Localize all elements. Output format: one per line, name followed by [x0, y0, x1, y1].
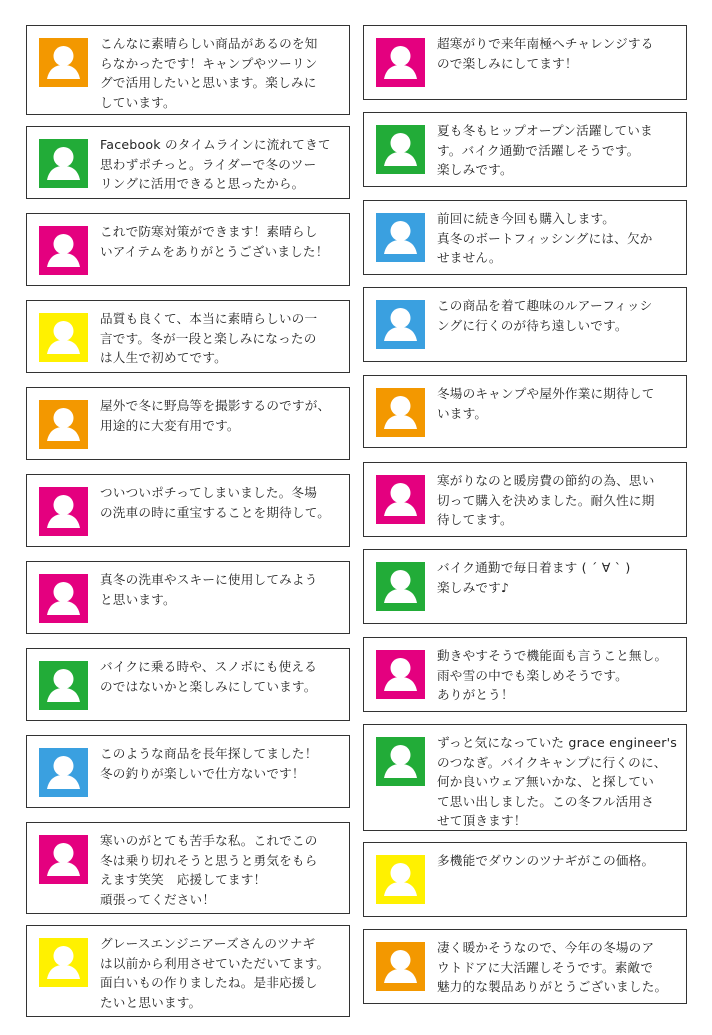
- review-card: [26, 213, 350, 286]
- review-text: 動きやすそうで機能面も言うこと無し。 雨や雪の中でも楽しめそうです。 ありがとう！: [437, 648, 668, 702]
- user-silhouette-icon: [376, 300, 425, 349]
- user-silhouette-icon: [376, 942, 425, 991]
- review-text: 真冬の洗車やスキーに使用してみよう と思います。: [100, 572, 318, 607]
- user-silhouette-icon: [376, 38, 425, 87]
- user-silhouette-icon: [39, 38, 88, 87]
- review-text: この商品を着て趣味のルアーフィッシ ングに行くのが待ち遠しいです。: [437, 298, 653, 333]
- review-text: こんなに素晴らしい商品があるのを知 らなかったです！キャンプやツーリン グで活用したいと思います。楽しみに しています。: [100, 36, 318, 110]
- review-text: 凄く暖かそうなので、今年の冬場のア ウトドアに大活躍しそうです。素敵で 魅力的な製品ありがとうございました。: [437, 940, 668, 994]
- review-card: [363, 724, 687, 831]
- review-text: 超寒がりで来年南極へチャレンジする ので楽しみにしてます！: [437, 36, 654, 71]
- review-text: グレースエンジニアーズさんのツナギ は以前から利用させていただいてます。 面白いもの作りましたね。是非応援し たいと思います。: [100, 936, 330, 1010]
- review-card: [26, 126, 350, 199]
- user-silhouette-icon: [39, 661, 88, 710]
- review-card: [26, 387, 350, 460]
- review-card: [363, 637, 687, 712]
- review-card: [26, 561, 350, 634]
- review-card: [363, 929, 687, 1004]
- review-text: バイク通勤で毎日着ます ( ´ ∀ ` ) 楽しみです♪: [437, 560, 631, 595]
- review-text: 品質も良くて、本当に素晴らしいの一 言です。冬が一段と楽しみになったの は人生で初めてです。: [100, 311, 318, 365]
- user-silhouette-icon: [39, 487, 88, 536]
- user-silhouette-icon: [39, 835, 88, 884]
- review-card: [363, 287, 687, 362]
- review-card: [363, 842, 687, 917]
- user-silhouette-icon: [39, 139, 88, 188]
- review-card: [363, 549, 687, 624]
- review-text: 多機能でダウンのツナギがこの価格。: [437, 853, 655, 868]
- user-silhouette-icon: [376, 650, 425, 699]
- review-text: バイクに乗る時や、スノボにも使える のではないかと楽しみにしています。: [100, 659, 317, 694]
- user-silhouette-icon: [39, 313, 88, 362]
- review-card: [26, 822, 350, 914]
- user-silhouette-icon: [39, 938, 88, 987]
- review-text: このような商品を長年探してました！ 冬の釣りが楽しいで仕方ないです！: [100, 746, 318, 781]
- user-silhouette-icon: [376, 475, 425, 524]
- review-text: ついついポチってしまいました。冬場 の洗車の時に重宝することを期待して。: [100, 485, 331, 520]
- user-silhouette-icon: [39, 574, 88, 623]
- review-card: [363, 375, 687, 448]
- user-silhouette-icon: [376, 125, 425, 174]
- user-silhouette-icon: [376, 562, 425, 611]
- review-card: [363, 462, 687, 537]
- review-text: 夏も冬もヒップオープン活躍していま す。バイク通勤で活躍しそうです。 楽しみです。: [437, 123, 653, 177]
- user-silhouette-icon: [376, 855, 425, 904]
- review-text: Facebook のタイムラインに流れてきて 思わずポチっと。ライダーで冬のツー リングに活用できると思ったから。: [100, 137, 331, 191]
- review-card: [363, 25, 687, 100]
- user-silhouette-icon: [39, 226, 88, 275]
- review-text: これで防寒対策ができます！素晴らし いアイテムをありがとうございました！: [100, 224, 329, 259]
- user-silhouette-icon: [39, 748, 88, 797]
- review-text: 前回に続き今回も購入します。 真冬のボートフィッシングには、欠か せません。: [437, 211, 653, 265]
- review-card: [26, 648, 350, 721]
- user-silhouette-icon: [376, 388, 425, 437]
- user-silhouette-icon: [376, 213, 425, 262]
- review-text: 寒がりなのと暖房費の節約の為、思い 切って購入を決めました。耐久性に期 待してます。: [437, 473, 655, 527]
- review-card: [26, 25, 350, 115]
- review-card: [26, 735, 350, 808]
- review-card: [26, 474, 350, 547]
- review-text: 寒いのがとても苦手な私。これでこの 冬は乗り切れそうと思うと勇気をもら えます笑笑 応援してます！ 頑張ってください！: [100, 833, 318, 907]
- review-card: [363, 200, 687, 275]
- review-text: 冬場のキャンプや屋外作業に期待して います。: [437, 386, 655, 421]
- user-silhouette-icon: [376, 737, 425, 786]
- review-card: [363, 112, 687, 187]
- review-card: [26, 925, 350, 1017]
- review-text: 屋外で冬に野鳥等を撮影するのですが、 用途的に大変有用です。: [100, 398, 331, 433]
- review-text: ずっと気になっていた grace engineer's のつなぎ。バイクキャンプに行くのに、 何か良いウェア無いかな、と探してい て思い出しました。この冬フル活用さ せて頂きます！: [437, 735, 678, 828]
- review-card: [26, 300, 350, 373]
- user-silhouette-icon: [39, 400, 88, 449]
